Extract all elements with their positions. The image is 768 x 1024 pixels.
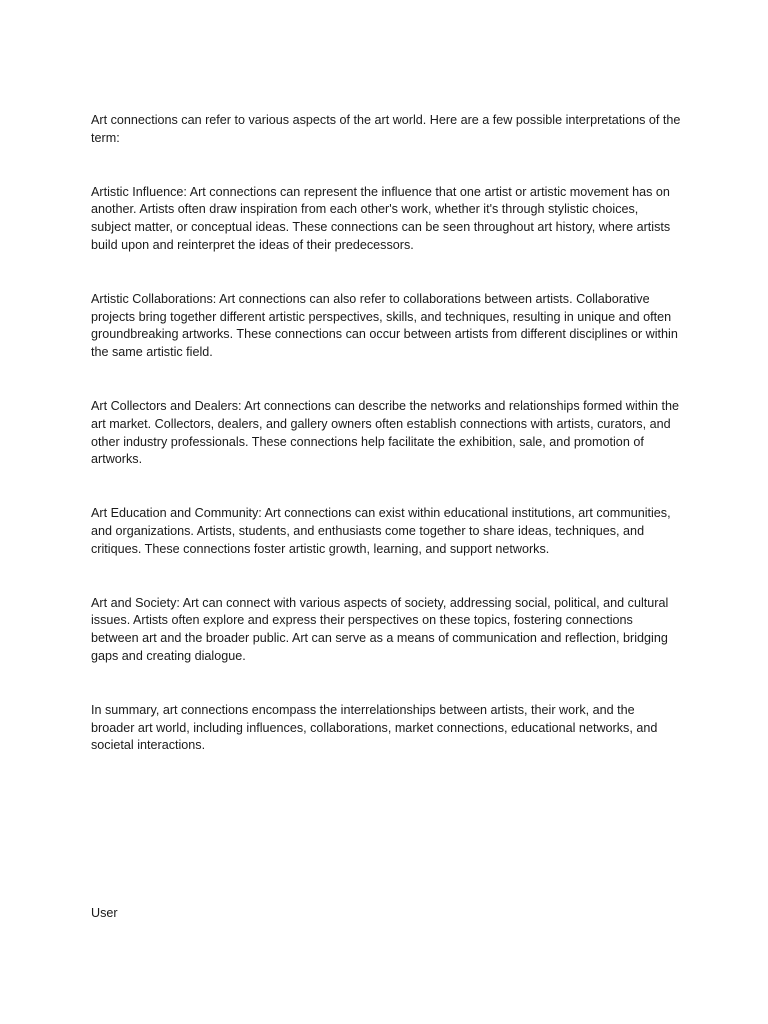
- education-community-paragraph: Art Education and Community: Art connections can exist within educational institutions, art communities, and organizations. Artists, students, and enthusiasts come together to share ideas, techniques, and critiques. These connections foster artistic growth, learning, and support networks.: [91, 506, 671, 556]
- collectors-dealers-paragraph: Art Collectors and Dealers: Art connections can describe the networks and relationships formed within the art market. Collectors, dealers, and gallery owners often establish connections with artists, curators, and other industry professionals. These connections help facilitate the exhibition, sale, and promotion of artworks.: [91, 398, 680, 467]
- document-body: [91, 112, 681, 791]
- artistic-influence-paragraph: Artistic Influence: Art connections can represent the influence that one artist or artistic movement has on another. Artists often draw inspiration from each other's work, whether it's through stylistic choices, subject matter, or conceptual ideas. These connections can be seen throughout art history, where artists build upon and reinterpret the ideas of their predecessors.: [91, 184, 671, 252]
- artistic-collaborations-paragraph: Artistic Collaborations: Art connections can also refer to collaborations between artists. Collaborative projects bring together different artistic perspectives, skills, and techniques, resulting in unique and often groundbreaking artworks. These connections can occur between artists from different disciplines or within the same artistic field.: [91, 291, 678, 360]
- intro-paragraph: Art connections can refer to various aspects of the art world. Here are a few possible interpretations of the term:: [91, 113, 681, 145]
- user-label: User: [91, 906, 118, 920]
- summary-paragraph: In summary, art connections encompass the interrelationships between artists, their work, and the broader art world, including influences, collaborations, market connections, educational networks, and societal interactions.: [91, 702, 658, 753]
- art-society-paragraph: Art and Society: Art can connect with various aspects of society, addressing social, political, and cultural issues. Artists often explore and express their perspectives on these topics, fostering connections between art and the broader public. Art can serve as a means of communication and reflection, bridging gaps and creating dialogue.: [91, 595, 669, 663]
